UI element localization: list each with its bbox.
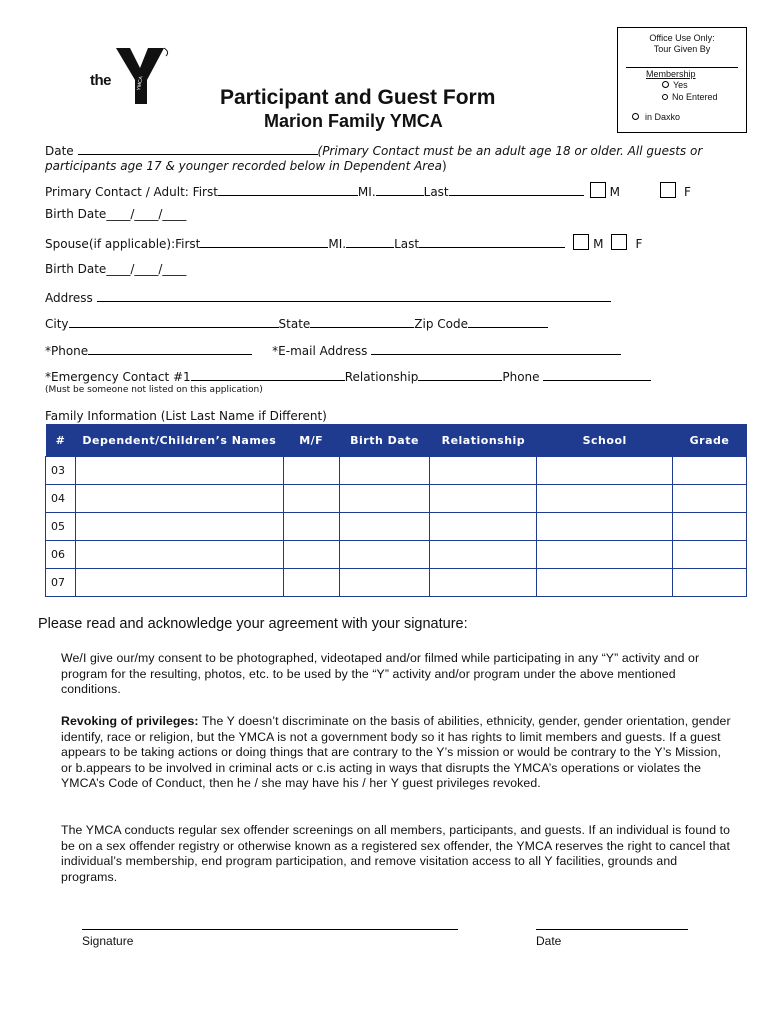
date-note: (Primary Contact must be an adult age 18 or older. All guests or xyxy=(317,144,703,158)
grade-cell[interactable] xyxy=(673,569,747,597)
name-cell[interactable] xyxy=(75,569,283,597)
school-cell[interactable] xyxy=(537,569,673,597)
zip-field[interactable] xyxy=(468,316,548,328)
family-header-row xyxy=(46,424,747,457)
birth-cell[interactable] xyxy=(339,569,430,597)
spouse-last-field[interactable] xyxy=(419,236,565,248)
col-names: Dependent/Children’s Names xyxy=(75,424,283,457)
relationship-label: Relationship xyxy=(344,370,419,384)
y-logo-icon xyxy=(114,44,170,106)
address-field[interactable] xyxy=(97,290,611,302)
name-cell[interactable] xyxy=(75,513,283,541)
office-membership: Membership xyxy=(646,69,696,79)
emergency-label: *Emergency Contact #1 xyxy=(45,370,191,384)
date-note-row2 xyxy=(45,159,447,173)
spouse-birth-field[interactable]: ____/____/____ xyxy=(106,262,187,276)
signature-line[interactable] xyxy=(82,929,458,930)
table-row xyxy=(46,569,747,597)
office-yes xyxy=(662,80,688,90)
email-field[interactable] xyxy=(371,343,621,355)
office-tour-line xyxy=(626,67,738,68)
table-row xyxy=(46,457,747,485)
spouse-mi-label: MI. xyxy=(328,237,347,251)
birth-cell[interactable] xyxy=(339,457,430,485)
col-relationship: Relationship xyxy=(430,424,537,457)
primary-last-field[interactable] xyxy=(449,184,584,196)
date-note-end: ) xyxy=(441,159,447,173)
primary-female-checkbox[interactable] xyxy=(660,182,676,198)
office-daxko xyxy=(632,112,680,122)
col-school: School xyxy=(537,424,673,457)
logo-ymca-text: YMCA xyxy=(136,75,145,92)
name-cell[interactable] xyxy=(75,457,283,485)
office-use-box xyxy=(617,27,747,133)
state-field[interactable] xyxy=(310,316,414,328)
table-row xyxy=(46,541,747,569)
row-number: 05 xyxy=(46,513,76,541)
primary-birth-field[interactable]: ____/____/____ xyxy=(106,207,187,221)
birth-cell[interactable] xyxy=(339,513,430,541)
mf-cell[interactable] xyxy=(283,513,339,541)
office-no xyxy=(662,92,718,102)
spouse-first-field[interactable] xyxy=(200,236,328,248)
emergency-row xyxy=(45,369,651,384)
revoking-heading: Revoking of privileges: xyxy=(61,714,199,728)
school-cell[interactable] xyxy=(537,485,673,513)
primary-last-label: Last xyxy=(423,185,449,199)
col-number: # xyxy=(46,424,76,457)
primary-first-label: Primary Contact / Adult: First xyxy=(45,185,218,199)
table-row xyxy=(46,513,747,541)
emergency-phone-label: Phone xyxy=(502,370,540,384)
relationship-cell[interactable] xyxy=(430,457,537,485)
city-field[interactable] xyxy=(69,316,279,328)
office-tour-given: Tour Given By xyxy=(653,44,711,54)
spouse-first-label: Spouse(if applicable):First xyxy=(45,237,201,251)
grade-cell[interactable] xyxy=(673,485,747,513)
col-grade: Grade xyxy=(673,424,747,457)
primary-birth-row xyxy=(45,207,186,221)
offender-paragraph: The YMCA conducts regular sex offender screenings on all members, participants, and guests. If an individual is found to be on a sex offender registry or otherwise known as a registered sex offender, the YMCA reserves the right to cancel that individual’s membership, end program participation, and remove visitation access to all Y facilities, grounds and programs. xyxy=(61,823,731,884)
school-cell[interactable] xyxy=(537,541,673,569)
primary-mi-field[interactable] xyxy=(376,184,424,196)
spouse-row xyxy=(45,234,642,251)
relationship-cell[interactable] xyxy=(430,569,537,597)
grade-cell[interactable] xyxy=(673,541,747,569)
phone-label: *Phone xyxy=(45,344,89,358)
page-subtitle: Marion Family YMCA xyxy=(264,111,443,131)
revoking-text: The Y doesn’t discriminate on the basis of abilities, ethnicity, gender, gender orientation, gender identify, race or religion, but the YMCA is not a government body so it has rights to limit members and guests. If a guest appears to be taking actions or doing things that are contrary to the Y’s mission or would be contrary to the Y’s Mission, or b.appears to be involved in criminal acts or c.is acting in ways that disrupts the YMCA’s operations or violates the YMCA’s Code of Conduct, then he / she may have his / her Y guest privileges revoked. xyxy=(61,714,731,791)
revoking-paragraph xyxy=(61,714,733,792)
daxko-bullet-icon xyxy=(632,113,639,120)
emergency-field[interactable] xyxy=(191,369,345,381)
birth-cell[interactable] xyxy=(339,485,430,513)
col-mf: M/F xyxy=(283,424,339,457)
row-number: 04 xyxy=(46,485,76,513)
address-row xyxy=(45,290,611,305)
spouse-birth-label: Birth Date xyxy=(45,262,107,276)
primary-male-checkbox[interactable] xyxy=(590,182,606,198)
primary-mi-label: MI. xyxy=(357,185,376,199)
ymca-logo xyxy=(90,44,170,108)
page-title: Participant and Guest Form xyxy=(220,86,496,109)
spouse-male-checkbox[interactable] xyxy=(573,234,589,250)
date-row xyxy=(45,143,702,158)
address-label: Address xyxy=(45,291,93,305)
emergency-phone-field[interactable] xyxy=(543,369,651,381)
grade-cell[interactable] xyxy=(673,457,747,485)
spouse-female-checkbox[interactable] xyxy=(611,234,627,250)
office-daxko-label: in Daxko xyxy=(645,112,681,122)
primary-m-label: M xyxy=(609,185,620,199)
agreement-heading: Please read and acknowledge your agreement with your signature: xyxy=(38,616,468,632)
state-label: State xyxy=(278,317,311,331)
family-heading: Family Information (List Last Name if Different) xyxy=(45,409,327,423)
spouse-m-label: M xyxy=(593,237,604,251)
spouse-last-label: Last xyxy=(394,237,420,251)
logo-the-text: the xyxy=(90,72,111,89)
phone-row xyxy=(45,343,621,358)
date-label: Date xyxy=(45,144,74,158)
birth-cell[interactable] xyxy=(339,541,430,569)
row-number: 03 xyxy=(46,457,76,485)
relationship-cell[interactable] xyxy=(430,485,537,513)
table-row xyxy=(46,485,747,513)
school-cell[interactable] xyxy=(537,457,673,485)
mf-cell[interactable] xyxy=(283,485,339,513)
phone-field[interactable] xyxy=(88,343,252,355)
primary-f-label: F xyxy=(684,185,691,199)
city-label: City xyxy=(45,317,69,331)
relationship-cell[interactable] xyxy=(430,513,537,541)
primary-contact-row xyxy=(45,182,691,199)
city-row xyxy=(45,316,548,331)
spouse-f-label: F xyxy=(635,237,643,251)
row-number: 06 xyxy=(46,541,76,569)
family-table xyxy=(45,424,747,597)
emergency-note: (Must be someone not listed on this application) xyxy=(45,385,263,395)
mf-cell[interactable] xyxy=(283,541,339,569)
consent-paragraph: We/I give our/my consent to be photographed, videotaped and/or filmed while participating in any “Y” activity and or program for the resulting, photos, etc. to be used by the “Y” activity and/or program under the above mentioned conditions. xyxy=(61,651,700,697)
zip-label: Zip Code xyxy=(414,317,469,331)
name-cell[interactable] xyxy=(75,541,283,569)
office-yes-label: Yes xyxy=(673,80,688,90)
row-number: 07 xyxy=(46,569,76,597)
primary-birth-label: Birth Date xyxy=(45,207,107,221)
office-heading: Office Use Only: xyxy=(649,33,715,43)
relationship-field[interactable] xyxy=(418,369,502,381)
date-note-line2: participants age 17 & younger recorded below in Dependent Area xyxy=(45,159,442,173)
primary-first-field[interactable] xyxy=(218,184,358,196)
relationship-cell[interactable] xyxy=(430,541,537,569)
spouse-birth-row xyxy=(45,262,186,276)
school-cell[interactable] xyxy=(537,513,673,541)
date-field[interactable] xyxy=(78,143,318,155)
mf-cell[interactable] xyxy=(283,457,339,485)
signature-label: Signature xyxy=(82,934,134,948)
yes-bullet-icon xyxy=(662,81,669,88)
name-cell[interactable] xyxy=(75,485,283,513)
signature-date-label: Date xyxy=(536,934,562,948)
email-label: *E-mail Address xyxy=(272,344,368,358)
mf-cell[interactable] xyxy=(283,569,339,597)
signature-date-line[interactable] xyxy=(536,929,688,930)
col-birth-date: Birth Date xyxy=(339,424,430,457)
spouse-mi-field[interactable] xyxy=(346,236,394,248)
grade-cell[interactable] xyxy=(673,513,747,541)
office-no-label: No Entered xyxy=(672,92,718,102)
no-bullet-icon xyxy=(662,94,668,100)
